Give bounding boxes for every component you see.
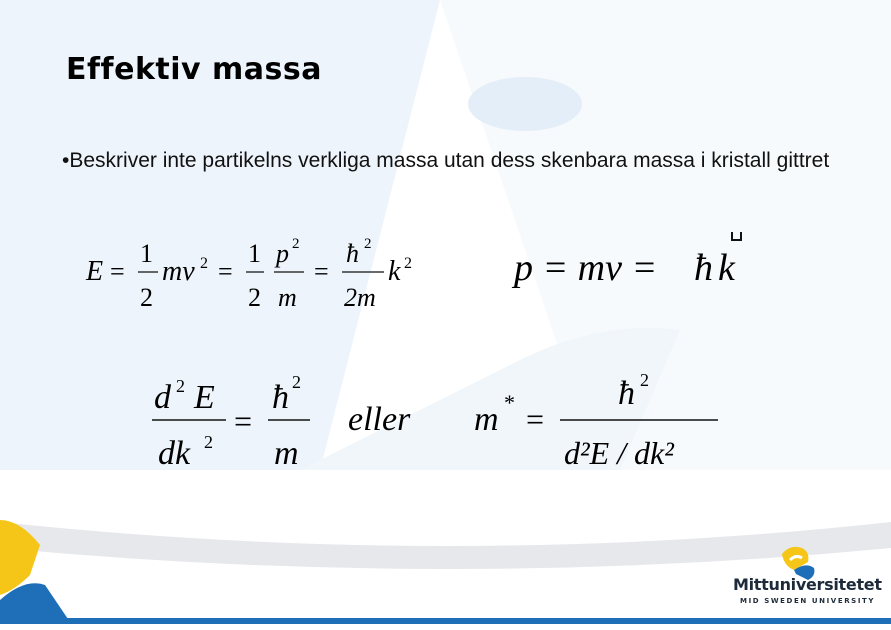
page-title: Effektiv massa [66,52,322,87]
eq4-hbar-exp: 2 [640,370,649,390]
eq2-text: p = mv = [514,247,658,289]
eq1-2m: 2m [344,283,376,312]
eq2-hbar: ħ [694,247,713,289]
effective-mass-equation [472,368,732,472]
eq4-equals: = [526,401,545,437]
eq1-m: m [278,283,297,312]
eq1-p-exp: 2 [292,236,300,252]
eq4-m: m [474,401,499,438]
eq3-E: E [194,379,215,416]
bullet-text: •Beskriver inte partikelns verkliga massa utan dess skenbara massa i kristall gittret [62,149,830,172]
eq3-m: m [274,435,299,472]
vector-arrow-icon [732,232,741,240]
eq1-k: k [388,256,401,287]
eq3-equals: = [234,403,253,439]
eq1-exp-1: 2 [200,255,208,272]
bottom-blue-bar [0,618,891,624]
eq1-numerator-1: 1 [140,239,153,268]
eq1-equals-1: = [110,257,125,286]
eq3-hbar-exp: 2 [292,372,301,392]
eq3-dk: dk [158,435,191,472]
eq1-denominator-2: 2 [140,283,153,312]
eq3-eller: eller [348,401,411,438]
eq3-hbar: ħ [272,379,289,416]
energy-equation [80,228,430,318]
eq4-denominator: d²E / dk² [564,435,674,471]
eq4-star: * [504,390,515,415]
eq3-dk-exp: 2 [204,432,213,452]
logo-name: Mittuniversitetet [733,575,882,594]
momentum-equation [510,228,750,298]
logo-subtitle: MID SWEDEN UNIVERSITY [740,597,876,605]
eq4-hbar: ħ [618,375,635,412]
background-ellipse [468,77,582,131]
eq1-equals-2: = [218,257,233,286]
eq2-k: k [718,247,735,289]
eq1-hbar-exp: 2 [364,236,372,252]
eq1-E: E [86,256,104,287]
eq1-mv: mv [162,256,195,287]
eq1-p: p [276,239,289,268]
eq1-numerator-2: 1 [248,239,261,268]
eq3-d: d [154,379,171,416]
eq1-hbar: ħ [346,239,359,268]
eq1-k-exp: 2 [404,255,412,272]
second-derivative-equation [150,368,440,472]
eq3-d-exp: 2 [176,376,185,396]
eq1-denominator-2b: 2 [248,283,261,312]
eq1-equals-3: = [314,257,329,286]
